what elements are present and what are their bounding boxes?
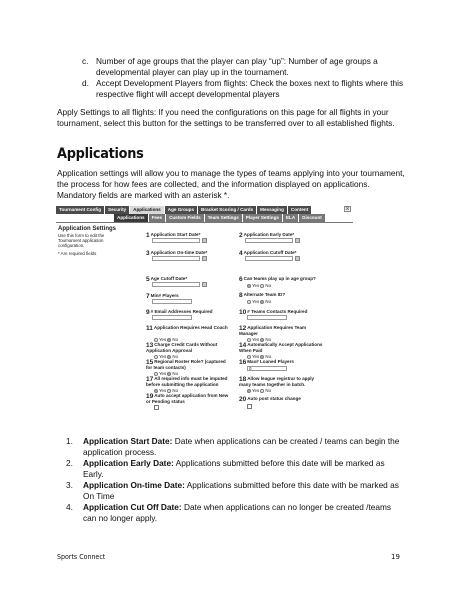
field-requires-team-manager — [239, 325, 324, 336]
list-marker: 4. — [66, 502, 73, 512]
radio-no[interactable] — [260, 338, 264, 342]
list-item-text: Date when applications can no longer be created /teams can no longer apply. — [83, 502, 392, 523]
callout-number: 18 — [239, 375, 247, 383]
field-alt-team-id — [239, 292, 285, 298]
list-marker: d. — [82, 78, 89, 88]
callout-number: 16 — [239, 358, 247, 366]
field-play-up — [239, 276, 316, 282]
subtab-applications[interactable]: Applications — [114, 214, 148, 222]
settings-description: Use this form to edit the Tournament application configuration. — [58, 233, 105, 249]
list-item-text: Number of age groups that the player can play “up”: Number of age groups a developmental player can play up in the tournament. — [96, 56, 378, 77]
radio-no[interactable] — [260, 284, 264, 288]
callout-number: 6 — [239, 275, 243, 283]
email-required-input[interactable] — [152, 315, 192, 320]
page-number: 19 — [391, 553, 400, 561]
subtab-team-settings[interactable]: Team Settings — [205, 214, 242, 222]
field-label: Application Cutoff Date* — [243, 250, 297, 255]
max-loaned-input[interactable]: 0 — [247, 366, 287, 371]
subtab-player-settings[interactable]: Player Settings — [243, 214, 282, 222]
field-label: Auto accept application from New or Pending status — [146, 393, 229, 404]
list-marker: c. — [82, 56, 89, 66]
callout-number: 8 — [239, 291, 243, 299]
app-cutoff-date-input[interactable] — [245, 256, 293, 261]
min-players-input[interactable] — [152, 299, 192, 304]
field-label: Application Start Date* — [150, 232, 201, 237]
callout-number: 12 — [239, 324, 247, 332]
subtab-ela[interactable]: ELA — [283, 214, 298, 222]
list-item — [66, 436, 402, 458]
callout-number: 7 — [146, 292, 150, 300]
radio-no[interactable] — [167, 355, 171, 359]
tab-messaging[interactable]: Messaging — [257, 206, 287, 214]
radio-yes[interactable] — [154, 372, 158, 376]
radio-no[interactable] — [260, 355, 264, 359]
subtab-fees[interactable]: Fees — [149, 214, 165, 222]
calendar-icon[interactable] — [202, 256, 207, 261]
field-age-cutoff-date — [146, 276, 187, 282]
callout-number: 14 — [239, 341, 247, 349]
field-label: Application Early Date* — [243, 232, 295, 237]
callout-number: 11 — [146, 324, 153, 332]
list-item — [66, 502, 402, 524]
calendar-icon[interactable] — [295, 238, 300, 243]
radio-yes[interactable] — [247, 284, 251, 288]
callout-number: 10 — [239, 308, 247, 316]
calendar-icon[interactable] — [202, 282, 207, 287]
calendar-icon[interactable] — [202, 238, 207, 243]
tab-tournament-config[interactable]: Tournament Config — [56, 206, 104, 214]
field-label: # Teams Contacts Required — [247, 309, 308, 314]
radio-yes[interactable] — [247, 389, 251, 393]
definitions-list — [66, 436, 402, 524]
field-max-loaned-players — [239, 359, 294, 365]
tab-age-groups[interactable]: Age Groups — [165, 206, 197, 214]
alt-team-id-radios: Yes No — [247, 299, 271, 304]
radio-yes[interactable] — [154, 389, 158, 393]
field-label: Charge Credit Cards Without Application Approval — [146, 342, 218, 353]
field-batch-apply — [239, 376, 324, 387]
apply-settings-paragraph: Apply Settings to all flights: If you need the configurations on this page for all flights in your tournament, select this button for the settings to be transferred over to all established flights. — [57, 107, 395, 128]
divider — [56, 222, 353, 223]
field-label: All required info must be imputed before submitting the application — [146, 376, 228, 387]
footer-brand: Sports Connect — [57, 553, 106, 561]
field-app-cutoff-date — [239, 250, 296, 256]
callout-number: 19 — [146, 392, 154, 400]
radio-yes[interactable] — [247, 355, 251, 359]
field-charge-without-approval — [146, 342, 231, 353]
callout-number: 13 — [146, 341, 154, 349]
list-item-text: Accept Development Players from flights: Check the boxes next to flights where this respective flight will accept developmental players — [96, 78, 404, 99]
sub-tabs — [114, 214, 326, 222]
tab-applications[interactable]: Applications — [130, 206, 164, 214]
app-start-date-input[interactable] — [152, 238, 200, 243]
sub-list — [82, 56, 416, 100]
list-term: Application On-time Date: — [83, 480, 185, 490]
calendar-icon[interactable] — [295, 256, 300, 261]
radio-no[interactable] — [167, 372, 171, 376]
app-ontime-date-input[interactable] — [152, 256, 200, 261]
field-label: # Email Addresses Required — [150, 309, 213, 314]
required-note: * Are required fields — [58, 251, 97, 256]
callout-number: 17 — [146, 375, 154, 383]
field-label: Max# Loaned Players — [247, 359, 294, 364]
play-up-radios: Yes No — [247, 283, 271, 288]
head-coach-radios: Yes No — [154, 337, 178, 342]
field-app-start-date — [146, 232, 200, 238]
application-settings-screenshot — [56, 206, 353, 412]
settings-title: Application Settings — [58, 226, 117, 232]
list-term: Application Start Date: — [83, 436, 173, 446]
callout-number: 5 — [146, 275, 150, 283]
age-cutoff-date-input[interactable] — [152, 282, 200, 287]
field-contacts-required — [239, 309, 307, 315]
field-min-players — [146, 293, 179, 299]
field-label: Alternate Team ID? — [243, 292, 286, 297]
field-label: Min# Players — [150, 293, 179, 298]
radio-no[interactable] — [167, 338, 171, 342]
list-item — [82, 78, 416, 100]
close-icon[interactable]: ⊠ — [345, 206, 350, 212]
list-term: Application Early Date: — [83, 458, 174, 468]
callout-number: 4 — [239, 249, 243, 257]
list-item — [66, 458, 402, 480]
field-label: Can teams play up in age group? — [243, 276, 316, 281]
field-app-ontime-date — [146, 250, 207, 256]
radio-no[interactable] — [260, 300, 264, 304]
radio-yes[interactable] — [247, 300, 251, 304]
field-auto-accept-status — [146, 393, 231, 404]
field-label: Application Requires Head Coach — [153, 325, 228, 330]
list-marker: 2. — [66, 458, 73, 468]
contacts-required-input[interactable] — [247, 315, 287, 320]
list-term: Application Cut Off Date: — [83, 502, 182, 512]
field-required-info — [146, 376, 231, 387]
auto-post-checkbox[interactable] — [247, 404, 252, 409]
radio-yes[interactable] — [154, 355, 158, 359]
subtab-custom-fields[interactable]: Custom Fields — [166, 214, 204, 222]
field-auto-accept-paid — [239, 342, 324, 353]
list-item-text: Applications submitted before this date will be marked as Early. — [83, 458, 385, 479]
list-item — [66, 480, 402, 502]
auto-accept-paid-radios: Yes No — [247, 354, 271, 359]
callout-number: 20 — [239, 395, 247, 403]
intro-paragraph: Application settings will allow you to manage the types of teams applying into your tournament, the process for how fees are collected, and the information displayed on applications. Mandatory fields are marked with an asterisk *. — [57, 168, 405, 200]
radio-yes[interactable] — [154, 338, 158, 342]
field-label: Regional Roster Role? (captured for team contacts) — [146, 359, 226, 370]
field-label: Application On-time Date* — [150, 250, 208, 255]
field-label: Age Cutoff Date* — [150, 276, 188, 281]
required-info-radios: Yes No — [154, 388, 178, 393]
field-requires-head-coach — [146, 325, 231, 331]
section-title: Applications — [57, 146, 144, 162]
callout-number: 9 — [146, 308, 150, 316]
field-auto-post-status — [239, 396, 301, 402]
radio-yes[interactable] — [247, 338, 251, 342]
subtab-discount[interactable]: Discount — [299, 214, 325, 222]
field-email-required — [146, 309, 213, 315]
batch-apply-radios: Yes No — [247, 388, 271, 393]
list-marker: 1. — [66, 436, 73, 446]
charge-radios: Yes No — [154, 354, 178, 359]
tab-security[interactable]: Security — [105, 206, 129, 214]
regional-roster-radios: Yes No — [154, 371, 178, 376]
field-regional-roster-role — [146, 359, 231, 370]
callout-number: 2 — [239, 231, 243, 239]
callout-number: 1 — [146, 231, 150, 239]
field-label: Auto post status change — [247, 396, 301, 401]
field-label: Automatically Accept Applications When Paid — [239, 342, 323, 353]
radio-no[interactable] — [167, 389, 171, 393]
team-manager-radios: Yes No — [247, 337, 271, 342]
radio-no[interactable] — [260, 389, 264, 393]
main-tabs — [56, 206, 312, 214]
list-item — [82, 56, 416, 78]
callout-number: 3 — [146, 249, 150, 257]
field-app-early-date — [239, 232, 294, 238]
list-marker: 3. — [66, 480, 73, 490]
tab-bracket-scoring[interactable]: Bracket Scoring / Cards — [198, 206, 256, 214]
field-label: Allow league registrar to apply many teams together in batch. — [239, 376, 315, 387]
callout-number: 15 — [146, 358, 154, 366]
tab-content[interactable]: Content — [288, 206, 311, 214]
app-early-date-input[interactable] — [245, 238, 293, 243]
list-item-text: Date when applications can be created / teams can begin the application process. — [83, 436, 400, 457]
field-label: Application Requires Team Manager — [239, 325, 307, 336]
list-item-text: Applications submitted before this date with be marked as On Time — [83, 480, 399, 501]
auto-accept-checkbox[interactable] — [154, 405, 159, 410]
